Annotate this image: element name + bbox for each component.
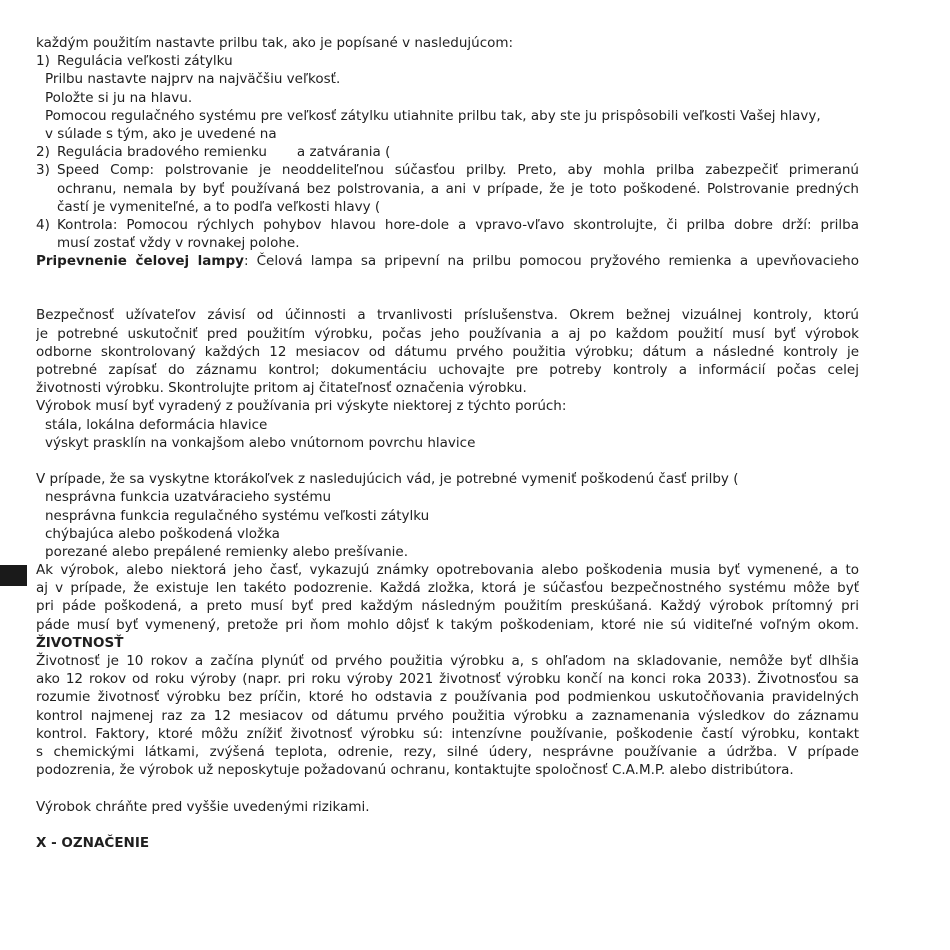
discard-intro: Výrobok musí byť vyradený z používania pri výskyte niektorej z týchto porúch: (36, 398, 567, 415)
lifetime-line: ako 12 rokov od roku výroby (napr. pri roku výroby 2021 životnosť výrobku končí na konci roka 2033). Životnosťou sa (36, 671, 859, 688)
lifetime-line: rozumie životnosť výrobku bez príčin, ktoré ho odstavia z používania pod podmienkou uskutočňovania pravidelných (36, 689, 859, 706)
section-heading-text: X - OZNAČENIE (36, 834, 150, 851)
replace-item: nesprávna funkcia regulačného systému veľkosti zátylku (45, 507, 430, 524)
step-1-line: v súlade s tým, ako je uvedené na (45, 125, 277, 142)
lifetime-line: kontrol. Faktory, ktoré môžu znížiť životnosť výrobku sú: intenzívne používanie, poškodenie častí výrobku, kontakt (36, 725, 859, 742)
step-1-title-line (36, 52, 859, 70)
section-heading (36, 834, 859, 852)
step-2-line (36, 143, 859, 161)
wear-line: Ak výrobok, alebo niektorá jeho časť, vykazujú známky opotrebovania alebo poškodenia musia byť vymenené, a to (36, 562, 859, 579)
replace-item: nesprávna funkcia uzatváracieho systému (45, 489, 332, 506)
spacer (36, 816, 859, 834)
wear-line: páde musí byť vymenený, pretože pri ňom mohlo dôjsť k takým poškodeniam, ktoré nie sú viditeľné voľným okom. (36, 616, 859, 633)
step-1-line: Položte si ju na hlavu. (45, 89, 193, 106)
step-number: 2) (36, 144, 50, 161)
headlamp-paragraph (36, 252, 859, 270)
spacer (36, 452, 859, 470)
lifetime-line: kontrol najmenej raz za 12 mesiacov od dátumu prvého použitia výrobku a zaznamenania výsledkov do záznamu (36, 707, 859, 724)
safety-line: životnosti výrobku. Skontrolujte pritom aj čitateľnosť označenia výrobku. (36, 380, 527, 397)
step-1-line: Prilbu nastavte najprv na najväčšiu veľkosť. (45, 71, 341, 88)
spacer (36, 270, 859, 306)
discard-item: výskyt prasklín na vonkajšom alebo vnútornom povrchu hlavice (45, 434, 476, 451)
step-title: Regulácia veľkosti zátylku (57, 53, 233, 70)
step-4-line (36, 216, 859, 234)
replace-intro: V prípade, že sa vyskytne ktorákoľvek z nasledujúcich vád, je potrebné vymeniť poškodenú časť prilby ( (36, 471, 739, 488)
document-page (36, 34, 859, 852)
step-text: Speed Comp: polstrovanie je neoddeliteľnou súčasťou prilby. Preto, aby mohla prilba zabezpečiť primeranú (57, 162, 859, 179)
lifetime-line: podozrenia, že výrobok už neposkytuje požadovanú ochranu, kontaktujte spoločnosť C.A.M.P. alebo distribútora. (36, 762, 794, 779)
step-number: 3) (36, 162, 50, 179)
step-3-line: častí je vymeniteľné, a to podľa veľkosti hlavy ( (57, 198, 381, 215)
safety-line: potrebné zapísať do záznamu kontrol; dokumentáciu uchovajte pre potreby kontroly a informácií počas celej (36, 362, 859, 378)
lifetime-line: s chemickými látkami, zvýšená teplota, odrenie, rezy, silné údery, nesprávne používanie a údržba. V prípade (36, 743, 859, 760)
wear-line: pri páde poškodená, a preto musí byť pred každým následným použitím preskúšaná. Každý výrobok prítomný pri (36, 598, 859, 615)
step-3-line: ochranu, nemala by byť používaná bez polstrovania, a ani v prípade, že je toto poškodené. Polstrovanie predných (57, 180, 859, 197)
step-4-line: musí zostať vždy v rovnakej polohe. (57, 235, 300, 252)
safety-line: je potrebné uskutočniť pred použitím výrobku, počas jeho používania a aj po každom použití musí byť výrobok (36, 325, 859, 342)
safety-line: Bezpečnosť užívateľov závisí od účinnosti a trvanlivosti príslušenstva. Okrem bežnej vizuálnej kontroly, ktorú (36, 307, 859, 324)
wear-line: aj v prípade, že existuje len takéto podozrenie. Každá zložka, ktorá je súčasťou bezpečnostného systému môže byť (36, 580, 859, 597)
headlamp-label: Pripevnenie čelovej lampy (36, 253, 244, 270)
safety-line: odborne skontrolovaný každých 12 mesiacov od dátumu prvého použitia výrobku; dátum a následné kontroly je (36, 343, 859, 360)
step-1-line: Pomocou regulačného systému pre veľkosť zátylku utiahnite prilbu tak, aby ste ju prispôsobili veľkosti Vašej hlavy, (45, 107, 821, 124)
replace-item: porezané alebo prepálené remienky alebo prešívanie. (45, 543, 408, 560)
protect-text: Výrobok chráňte pred vyššie uvedenými rizikami. (36, 798, 370, 815)
discard-item: stála, lokálna deformácia hlavice (45, 416, 268, 433)
headlamp-text: : Čelová lampa sa pripevní na prilbu pomocou pryžového remienka a upevňovacieho (243, 253, 859, 270)
step-title: Regulácia bradového remienku a zatvárania ( (57, 144, 391, 161)
section-tab-marker (0, 565, 27, 586)
spacer (36, 779, 859, 797)
lifetime-line: Životnosť je 10 rokov a začína plynúť od prvého použitia výrobku a, s ohľadom na skladovanie, nemôže byť dlhšia (36, 653, 859, 669)
lifetime-heading-text: ŽIVOTNOSŤ (36, 634, 124, 651)
lifetime-heading (36, 634, 859, 652)
step-number: 1) (36, 53, 50, 70)
step-number: 4) (36, 216, 50, 233)
step-text: Kontrola: Pomocou rýchlych pohybov hlavou hore-dole a vpravo-vľavo skontrolujte, či prilba dobre drží: prilba (57, 216, 859, 233)
step-3-line (36, 161, 859, 179)
intro-text: každým použitím nastavte prilbu tak, ako je popísané v nasledujúcom: (36, 35, 514, 51)
replace-item: chýbajúca alebo poškodená vložka (45, 525, 280, 542)
